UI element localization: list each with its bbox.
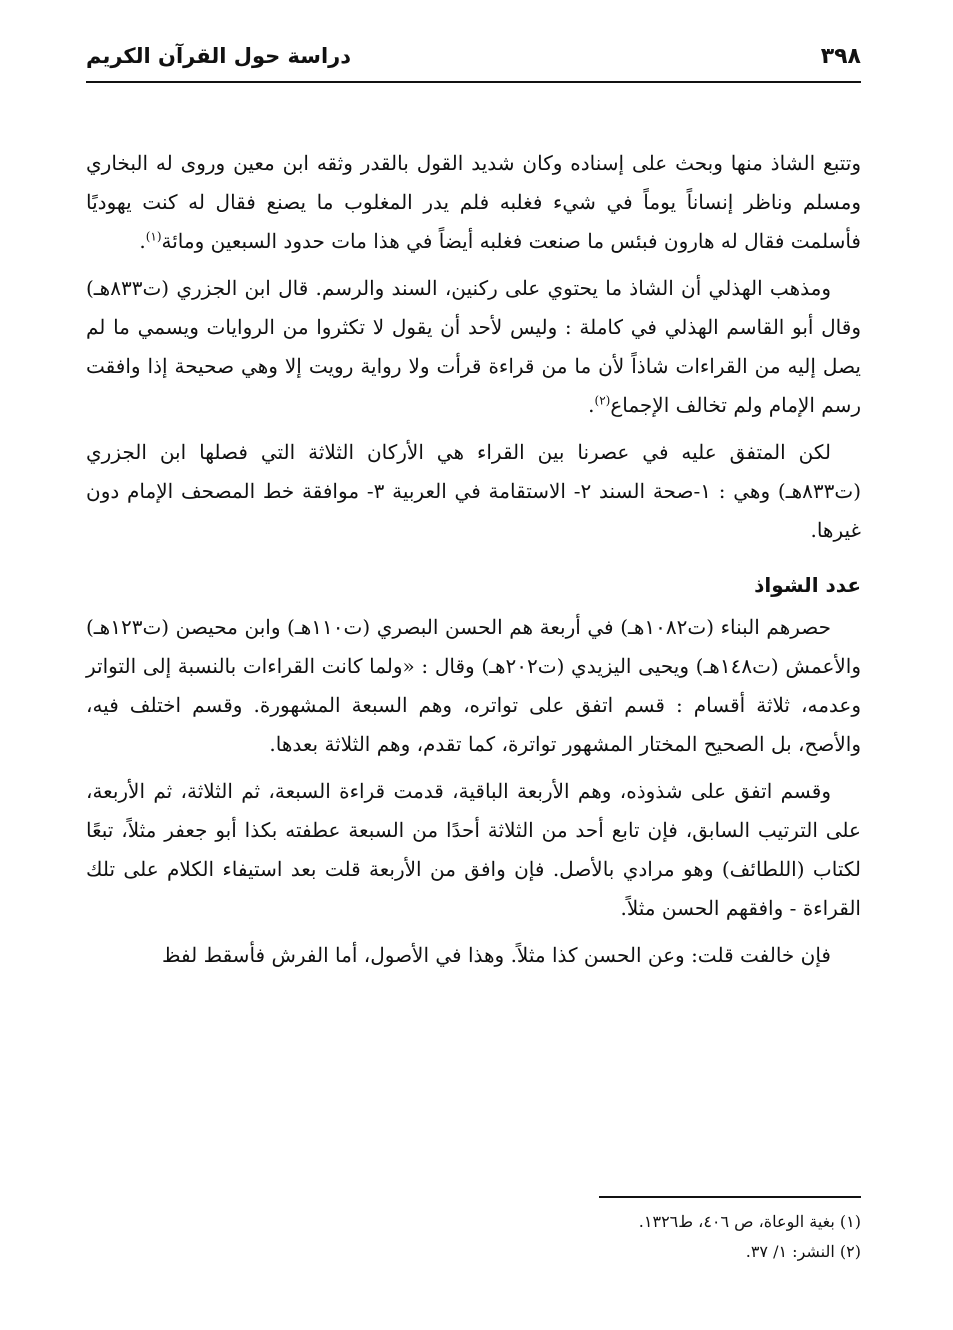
footnote-ref-1[interactable]: (١) [145,229,162,244]
header-rule [86,81,861,83]
body-text [86,144,861,983]
paragraph: وقسم اتفق على شذوذه، وهم الأربعة الباقية، قدمت قراءة السبعة، ثم الثلاثة، ثم الأربعة، على الترتيب السابق، فإن تابع أحد من الثلاثة أحدًا من السبعة عطفته بكذا أبو جعفر مثلاً، تبعًا لكتاب (اللطائف) وهو مرادي بالأصل. فإن وافق من الأربعة قلت بعد استيفاء الكلام على تلك القراءة - وافقهم الحسن مثلاً. [86,779,861,920]
paragraph: حصرهم البناء (ت١٠٨٢هـ) في أربعة هم الحسن البصري (ت١١٠هـ) وابن محيصن (ت١٢٣هـ) والأعمش (ت١٤٨هـ) ويحيى اليزيدي (ت٢٠٢هـ) وقال : «ولما كانت القراءات بالنسبة إلى التواتر وعدمه، ثلاثة أقسام : قسم اتفق على تواتره، وهم السبعة المشهورة. وقسم اختلف فيه، والأصح، بل الصحيح المختار المشهور تواترة، كما تقدم، وهم الثلاثة بعدها. [86,615,861,756]
paragraph: لكن المتفق عليه في عصرنا بين القراء هي الأركان الثلاثة التي فصلها ابن الجزري (ت٨٣٣هـ) وهي : ١-صحة السند ٢- الاستقامة في العربية ٣- موافقة خط المصحف الإمام دون غيرها. [86,440,862,542]
paragraph: فإن خالفت قلت: وعن الحسن كذا مثلاً. وهذا في الأصول، أما الفرش فأسقط لفظ [162,943,831,967]
footnote-1: (١) بغية الوعاة، ص ٤٠٦، ط١٣٢٦. [638,1212,861,1231]
footnote-ref-2[interactable]: (٢) [594,393,611,408]
footnote-separator [599,1196,861,1198]
book-title: دراسة حول القرآن الكريم [86,44,352,68]
footnote-2: (٢) النشر: ١/ ٣٧. [745,1242,861,1261]
section-heading: عدد الشواذ [754,573,861,597]
paragraph: ومذهب الهذلي أن الشاذ ما يحتوي على ركنين، السند والرسم. قال ابن الجزري (ت٨٣٣هـ) وقال أبو القاسم الهذلي في كاملة : وليس لأحد أن يقول لا تكثروا من الروايات ويسمي ما لم يصل إليه من القراءات شاذاً لأن ما من قراءة قرأت ولا رواية رويت إلا وهي صحيحة إذا وافقت رسم الإمام ولم تخالف الإجماع$^{(٢)}$. [86,276,861,417]
footnotes [86,1207,861,1267]
running-header [86,36,861,76]
paragraph: وتتبع الشاذ منها وبحث على إسناده وكان شديد القول بالقدر وثقه ابن معين وروى له البخاري ومسلم وناظر إنساناً يوماً في شيء فغلبه فلم يدر المغلوب ما يصنع فقال له كنت يهوديًا فأسلمت فقال له هارون فبئس ما صنعت فغلبه أيضاً في هذا مات حدود السبعين ومائة$^{(١)}$. [86,151,861,253]
page-number: ٣٩٨ [820,43,861,69]
